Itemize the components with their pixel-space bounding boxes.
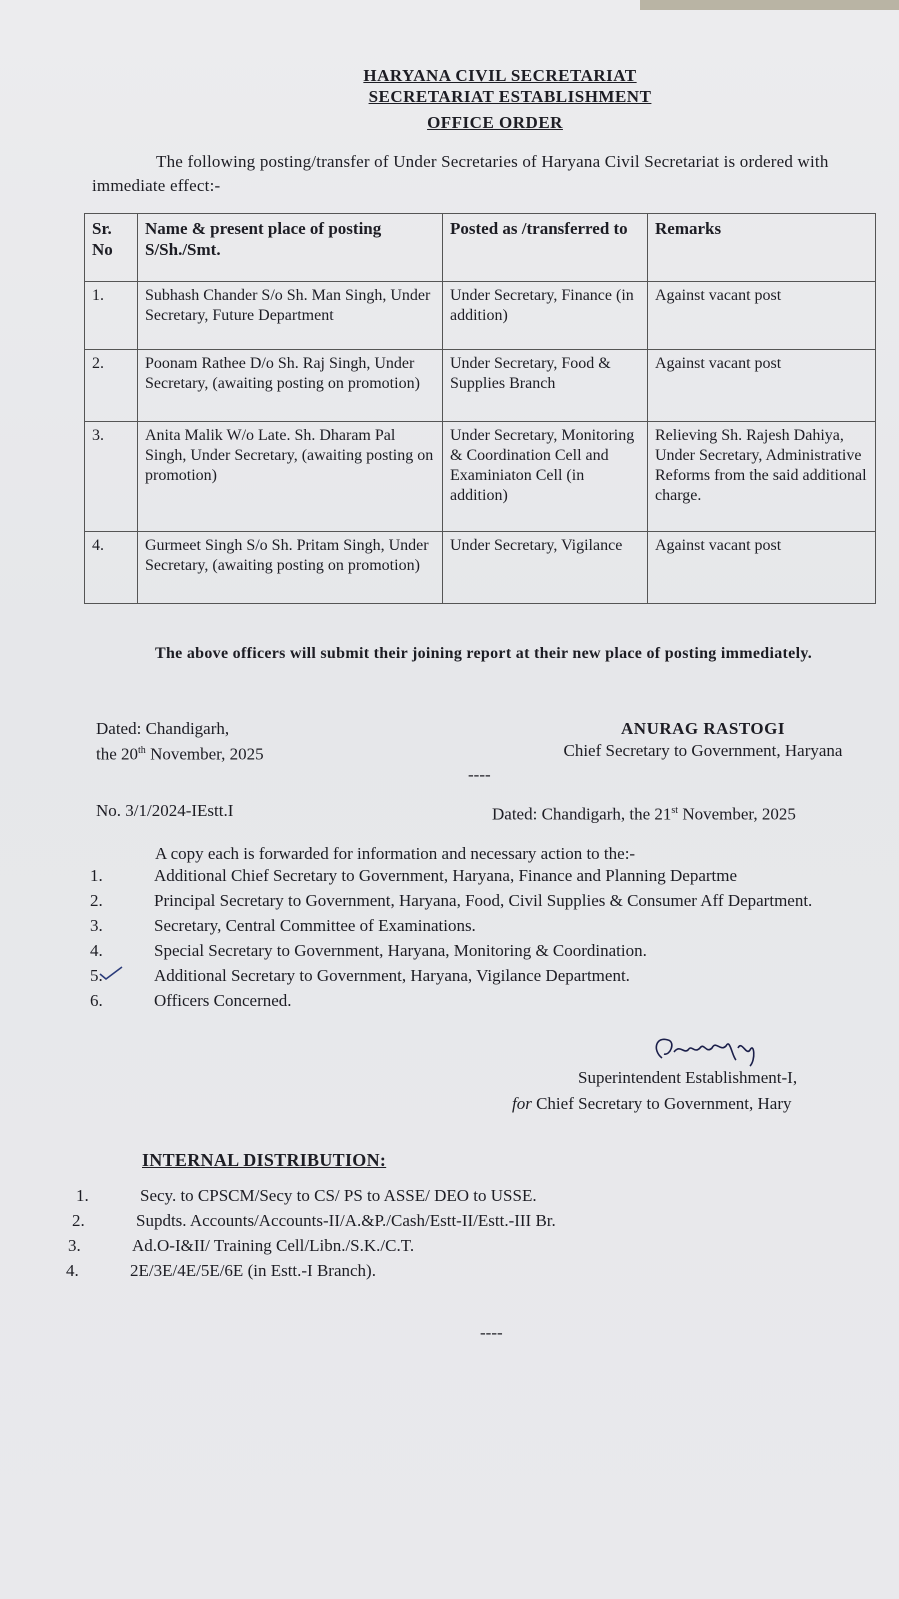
order-date-block (96, 718, 264, 766)
table-row (85, 282, 876, 350)
list-item: 1. Secy. to CPSCM/Secy to CS/ PS to ASSE/ DEO to USSE. (76, 1186, 537, 1205)
list-item: 3. Ad.O-I&II/ Training Cell/Libn./S.K./C.T. (68, 1236, 415, 1255)
posting-table (84, 213, 876, 604)
superintendent-title: Superintendent Establishment-I, (578, 1068, 798, 1087)
superintendent-for: for Chief Secretary to Government, Hary (512, 1094, 792, 1113)
list-item: 5. Additional Secretary to Government, Haryana, Vigilance Department. (90, 966, 630, 985)
list-item: 1. Additional Chief Secretary to Government, Haryana, Finance and Planning Departme (90, 866, 738, 885)
checkmark-icon (98, 964, 124, 982)
row-remarks: Against vacant post (648, 282, 876, 350)
joining-instruction: The above officers will submit their joining report at their new place of posting immediately. (155, 645, 813, 662)
col-name: Name & present place of posting S/Sh./Smt. (138, 214, 443, 282)
list-item: 3. Secretary, Central Committee of Examinations. (90, 916, 476, 935)
row-name: Subhash Chander S/o Sh. Man Singh, Under Secretary, Future Department (138, 282, 443, 350)
col-sr: Sr. No (85, 214, 138, 282)
col-posted: Posted as /transferred to (443, 214, 648, 282)
list-item: 6. Officers Concerned. (90, 991, 292, 1010)
signatory-block (528, 718, 878, 762)
row-posted: Under Secretary, Food & Supplies Branch (443, 350, 648, 422)
end-separator: ---- (480, 1323, 503, 1342)
row-name: Poonam Rathee D/o Sh. Raj Singh, Under Secretary, (awaiting posting on promotion) (138, 350, 443, 422)
row-posted: Under Secretary, Monitoring & Coordination Cell and Examiniaton Cell (in addition) (443, 422, 648, 532)
list-item: 4. Special Secretary to Government, Haryana, Monitoring & Coordination. (90, 941, 647, 960)
row-remarks: Relieving Sh. Rajesh Dahiya, Under Secretary, Administrative Reforms from the said additional charge. (648, 422, 876, 532)
signatory-title: Chief Secretary to Government, Haryana (563, 741, 843, 760)
copy-forward-text: A copy each is forwarded for information and necessary action to the:- (155, 844, 636, 863)
endorsement-date: Dated: Chandigarh, the 21st November, 2025 (492, 804, 796, 824)
table-row (85, 532, 876, 604)
header-order-type: OFFICE ORDER (427, 113, 563, 132)
copy-recipient-list (90, 863, 890, 1013)
internal-distribution-list (66, 1183, 866, 1283)
row-sr: 4. (85, 532, 138, 604)
row-posted: Under Secretary, Finance (in addition) (443, 282, 648, 350)
list-item: 4. 2E/3E/4E/5E/6E (in Estt.-I Branch). (66, 1261, 376, 1280)
signature-icon (650, 1030, 770, 1070)
row-name: Anita Malik W/o Late. Sh. Dharam Pal Singh, Under Secretary, (awaiting posting on promotion) (138, 422, 443, 532)
order-date: the 20th November, 2025 (96, 744, 264, 764)
row-remarks: Against vacant post (648, 532, 876, 604)
header-title: HARYANA CIVIL SECRETARIAT (363, 66, 637, 85)
col-remarks: Remarks (648, 214, 876, 282)
row-sr: 1. (85, 282, 138, 350)
table-row (85, 350, 876, 422)
separator: ---- (468, 765, 491, 784)
table-header-row (85, 214, 876, 282)
row-sr: 3. (85, 422, 138, 532)
endorsement-number: No. 3/1/2024-IEstt.I (96, 801, 234, 820)
order-date-place: Dated: Chandigarh, (96, 719, 230, 738)
intro-paragraph (92, 150, 882, 198)
row-sr: 2. (85, 350, 138, 422)
page-top-edge (640, 0, 899, 10)
row-posted: Under Secretary, Vigilance (443, 532, 648, 604)
internal-distribution-title: INTERNAL DISTRIBUTION: (142, 1150, 387, 1170)
signatory-name: ANURAG RASTOGI (621, 719, 785, 738)
list-item: 2. Principal Secretary to Government, Haryana, Food, Civil Supplies & Consumer Aff Department. (90, 891, 813, 910)
table-row (85, 422, 876, 532)
header-subtitle: SECRETARIAT ESTABLISHMENT (368, 87, 652, 106)
row-name: Gurmeet Singh S/o Sh. Pritam Singh, Under Secretary, (awaiting posting on promotion) (138, 532, 443, 604)
intro-text: The following posting/transfer of Under Secretaries of Haryana Civil Secretariat is ordered with immediate effect:- (92, 152, 829, 195)
row-remarks: Against vacant post (648, 350, 876, 422)
list-item: 2. Supdts. Accounts/Accounts-II/A.&P./Cash/Estt-II/Estt.-III Br. (72, 1211, 556, 1230)
